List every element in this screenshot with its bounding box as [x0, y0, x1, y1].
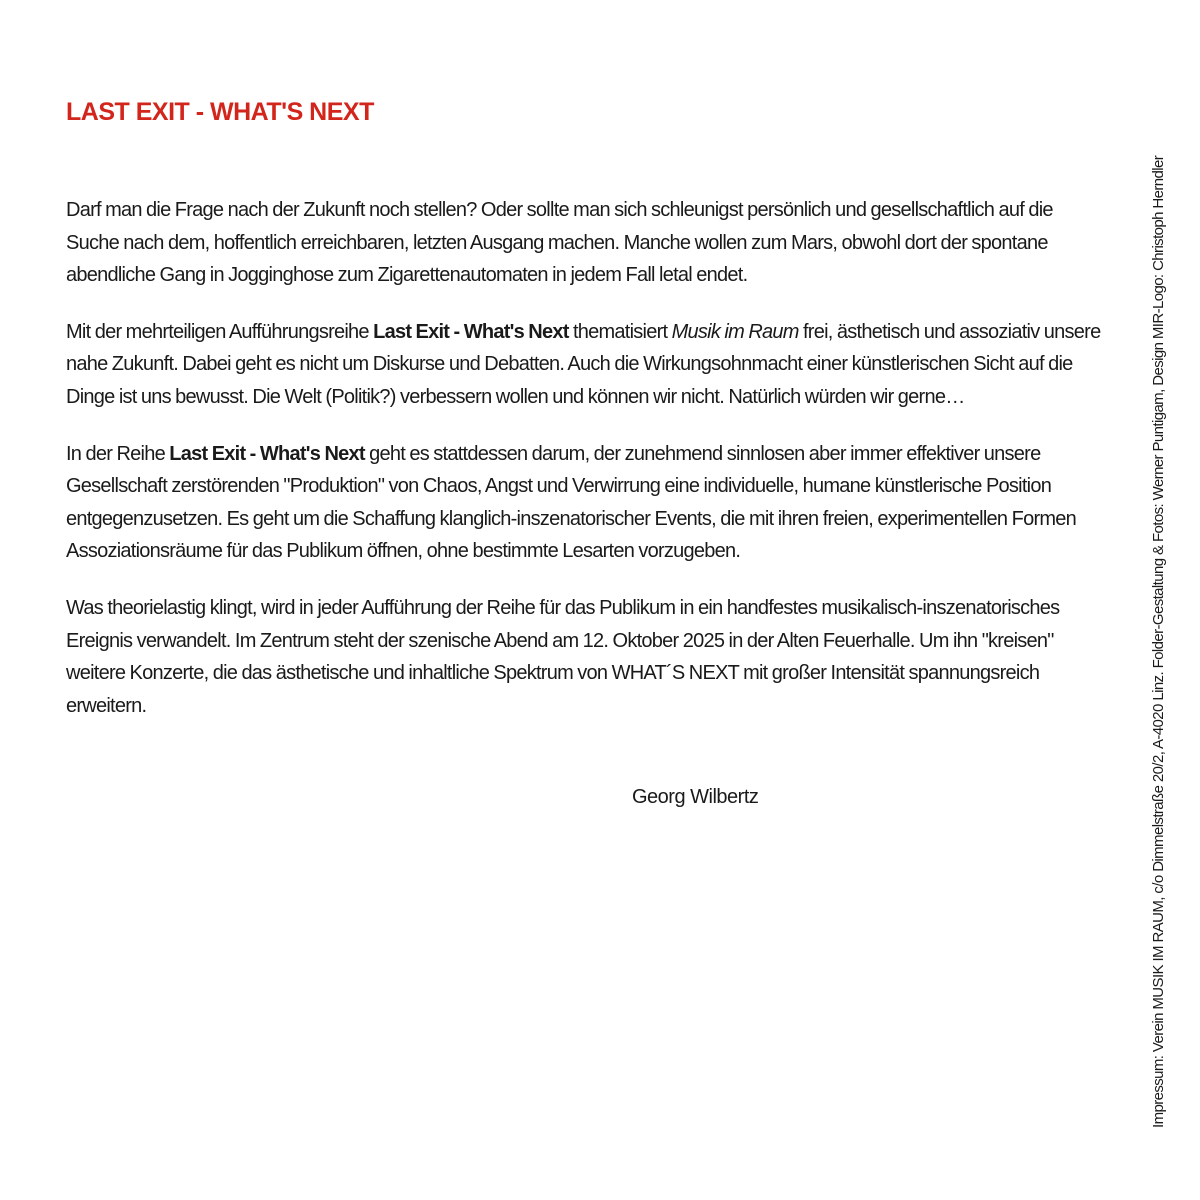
paragraph-purpose-text-start: In der Reihe [66, 442, 170, 465]
paragraph-series-text-middle: thematisiert [568, 320, 672, 343]
organization-name-italic: Musik im Raum [671, 320, 799, 343]
paragraph-series-text-start: Mit der mehrteiligen Aufführungsreihe [66, 320, 374, 343]
author-signature: Georg Wilbertz [632, 786, 759, 808]
paragraph-series-text-end: frei, ästhetisch und assoziativ unsere nahe Zukunft. Dabei geht es nicht um Diskurse und Debatten. Auch die Wirkungsohnmacht einer künstlerischen Sicht auf die Dinge ist uns bewusst. Die Welt (Politik?) verbessern wollen und können wir nicht. Natürlich würden wir gerne… [66, 320, 1101, 408]
paragraph-intro: Darf man die Frage nach der Zukunft noch stellen? Oder sollte man sich schleunigst persönlich und gesellschaftlich auf die Suche nach dem, hoffentlich erreichbaren, letzten Ausgang machen. Manche wollen zum Mars, obwohl dort der spontane abendliche Gang in Jogginghose zum Zigarettenautomaten in jedem Fall letal endet. [66, 199, 1053, 287]
imprint-vertical: Impressum: Verein MUSIK IM RAUM, c/o Dimmelstraße 20/2, A-4020 Linz. Folder-Gestaltung & Fotos: Werner Puntigam, Design MIR-Logo: Christoph Herndler [1150, 155, 1167, 1128]
article-body [66, 194, 1106, 746]
paragraph-events: Was theorielastig klingt, wird in jeder Aufführung der Reihe für das Publikum in ein handfestes musikalisch-inszenatorisches Ereignis verwandelt. Im Zentrum steht der szenische Abend am 12. Oktober 2025 in der Alten Feuerhalle. Um ihn "kreisen" weitere Konzerte, die das ästhetische und inhaltliche Spektrum von WHAT´S NEXT mit großer Intensität spannungsreich erweitern. [66, 596, 1060, 717]
page-title: LAST EXIT - WHAT'S NEXT [66, 98, 374, 126]
paragraph-series [66, 316, 1106, 414]
paragraph-purpose [66, 438, 1106, 568]
series-name-bold: Last Exit - What's Next [169, 442, 365, 465]
series-name-bold: Last Exit - What's Next [373, 320, 569, 343]
paragraph-purpose-text-end: geht es stattdessen darum, der zunehmend sinnlosen aber immer effektiver unsere Gesellschaft zerstörenden "Produktion" von Chaos, Angst und Verwirrung eine individuelle, humane künstlerische Position entgegenzusetzen. Es geht um die Schaffung klanglich-inszenatorischer Events, die mit ihren freien, experimentellen Formen Assoziationsräume für das Publikum öffnen, ohne bestimmte Lesarten vorzugeben. [66, 442, 1077, 563]
